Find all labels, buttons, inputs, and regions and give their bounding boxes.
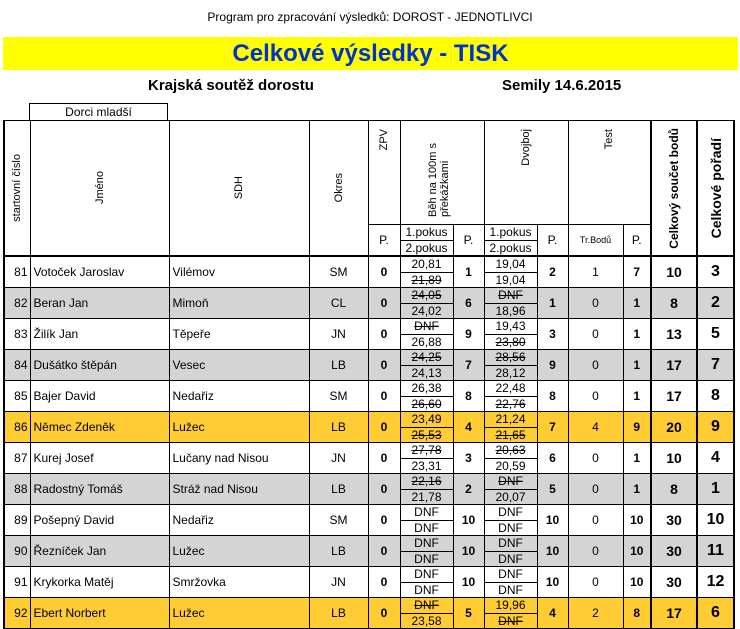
competitor-name: Dušátko štěpán (30, 350, 169, 381)
zpv-points: 0 (368, 256, 400, 288)
run-attempts (400, 474, 453, 505)
run-attempt-2: DNF (414, 582, 439, 597)
start-number: 89 (4, 505, 30, 536)
zpv-points: 0 (368, 536, 400, 567)
col-duo: Dvojboj (484, 121, 568, 225)
place-date: Semily 14.6.2015 (502, 77, 622, 94)
duo-points: 3 (537, 319, 568, 350)
overall-rank: 12 (697, 567, 734, 598)
sdh-name: Mimoň (169, 288, 309, 319)
col-run: Běh na 100m s překážkami (400, 121, 484, 225)
total-points: 17 (651, 350, 697, 381)
total-points: 17 (651, 598, 697, 629)
sdh-name: Lužec (169, 536, 309, 567)
run-points: 10 (453, 567, 484, 598)
test-points: 1 (623, 288, 651, 319)
competitor-name: Pošepný David (30, 505, 169, 536)
run-points: 7 (453, 350, 484, 381)
overall-rank: 4 (697, 443, 734, 474)
okres: LB (309, 598, 368, 629)
test-tr-points: 0 (568, 567, 623, 598)
duo-attempt-1: 28,56 (485, 350, 537, 366)
duo-attempts (484, 598, 537, 629)
start-number: 91 (4, 567, 30, 598)
program-title: Program pro zpracování výsledků: DOROST - JEDNOTLIVCI (207, 10, 533, 24)
total-points: 20 (651, 412, 697, 443)
duo-attempt-2: 20,59 (495, 458, 526, 473)
overall-rank: 2 (697, 288, 734, 319)
duo-attempt-2: 23,80 (495, 334, 526, 349)
test-points: 1 (623, 443, 651, 474)
table-row (4, 288, 734, 319)
table-row (4, 443, 734, 474)
test-tr-points: 0 (568, 350, 623, 381)
duo-points: 10 (537, 567, 568, 598)
duo-attempt-1: 19,43 (485, 319, 537, 335)
run-attempt-2: 21,78 (411, 489, 442, 504)
test-tr-points: 2 (568, 598, 623, 629)
run-attempt-1: 24,05 (401, 288, 453, 304)
sdh-name: Nedařiz (169, 505, 309, 536)
duo-attempt-2: 18,96 (495, 303, 526, 318)
test-points: 10 (623, 505, 651, 536)
duo-attempt-2: 19,04 (495, 272, 526, 287)
run-attempt-2: 21,89 (411, 272, 442, 287)
zpv-points: 0 (368, 474, 400, 505)
run-attempts (400, 536, 453, 567)
zpv-points: 0 (368, 288, 400, 319)
run-attempts (400, 381, 453, 412)
start-number: 87 (4, 443, 30, 474)
duo-points: 1 (537, 288, 568, 319)
col-okres: Okres (309, 121, 368, 257)
sdh-name: Vesec (169, 350, 309, 381)
run-attempts (400, 288, 453, 319)
duo-points: 2 (537, 256, 568, 288)
duo-attempt-1: 20,63 (485, 443, 537, 459)
duo-attempt-1: DNF (485, 288, 537, 304)
run-points: 10 (453, 536, 484, 567)
run-points: 6 (453, 288, 484, 319)
test-tr-points: 0 (568, 536, 623, 567)
overall-rank: 8 (697, 381, 734, 412)
start-number: 83 (4, 319, 30, 350)
duo-attempts (484, 474, 537, 505)
duo-attempt-2: DNF (498, 551, 523, 566)
competitor-name: Bajer David (30, 381, 169, 412)
start-number: 88 (4, 474, 30, 505)
overall-rank: 9 (697, 412, 734, 443)
table-row (4, 567, 734, 598)
run-pokus-header: 1.pokus 2.pokus (400, 225, 453, 257)
zpv-points: 0 (368, 381, 400, 412)
okres: JN (309, 443, 368, 474)
overall-rank: 11 (697, 536, 734, 567)
overall-rank: 1 (697, 474, 734, 505)
test-points: 7 (623, 256, 651, 288)
table-row (4, 505, 734, 536)
duo-attempt-2: DNF (498, 520, 523, 535)
col-start: startovní číslo (4, 121, 30, 257)
competitor-name: Němec Zdeněk (30, 412, 169, 443)
overall-rank: 3 (697, 256, 734, 288)
run-attempt-2: DNF (414, 520, 439, 535)
zpv-points: 0 (368, 443, 400, 474)
run-points: 8 (453, 381, 484, 412)
start-number: 86 (4, 412, 30, 443)
run-attempt-1: DNF (401, 505, 453, 521)
run-attempt-2: 23,31 (411, 458, 442, 473)
start-number: 81 (4, 256, 30, 288)
run-attempt-1: 27,78 (401, 443, 453, 459)
zpv-points: 0 (368, 319, 400, 350)
test-tr-points: 0 (568, 505, 623, 536)
duo-pokus-header: 1.pokus 2.pokus (484, 225, 537, 257)
competitor-name: Řezníček Jan (30, 536, 169, 567)
duo-attempt-2: 22,76 (495, 396, 526, 411)
duo-attempt-2: DNF (498, 613, 523, 628)
okres: LB (309, 536, 368, 567)
test-points: 8 (623, 598, 651, 629)
sdh-name: Těpeře (169, 319, 309, 350)
run-attempt-1: 23,49 (401, 412, 453, 428)
total-points: 10 (651, 443, 697, 474)
duo-p-header: P. (537, 225, 568, 257)
test-p-header: P. (623, 225, 651, 257)
run-attempt-1: 26,38 (401, 381, 453, 397)
duo-points: 9 (537, 350, 568, 381)
run-attempt-1: 24,25 (401, 350, 453, 366)
test-points: 1 (623, 319, 651, 350)
run-attempt-2: 26,60 (411, 396, 442, 411)
duo-attempts (484, 567, 537, 598)
duo-attempts (484, 381, 537, 412)
start-number: 82 (4, 288, 30, 319)
duo-points: 5 (537, 474, 568, 505)
total-points: 30 (651, 567, 697, 598)
okres: SM (309, 256, 368, 288)
duo-attempts (484, 256, 537, 288)
test-points: 1 (623, 381, 651, 412)
zpv-points: 0 (368, 412, 400, 443)
duo-points: 8 (537, 381, 568, 412)
zpv-points: 0 (368, 505, 400, 536)
duo-attempt-2: 28,12 (495, 365, 526, 380)
run-attempts (400, 443, 453, 474)
test-points: 1 (623, 350, 651, 381)
run-attempts (400, 598, 453, 629)
competitor-name: Radostný Tomáš (30, 474, 169, 505)
run-attempt-2: 26,88 (411, 334, 442, 349)
col-sdh: SDH (169, 121, 309, 257)
sdh-name: Stráž nad Nisou (169, 474, 309, 505)
competitor-name: Kurej Josef (30, 443, 169, 474)
duo-attempts (484, 350, 537, 381)
duo-attempts (484, 412, 537, 443)
run-points: 4 (453, 412, 484, 443)
run-attempts (400, 319, 453, 350)
zpv-points: 0 (368, 598, 400, 629)
total-points: 8 (651, 474, 697, 505)
col-test: Test (568, 121, 651, 225)
run-attempt-1: 20,81 (401, 257, 453, 273)
duo-attempt-1: DNF (485, 567, 537, 583)
run-attempt-1: DNF (401, 319, 453, 335)
duo-attempt-1: 19,96 (485, 598, 537, 614)
col-total: Celkový součet bodů (651, 121, 697, 257)
table-row (4, 256, 734, 288)
duo-attempts (484, 536, 537, 567)
test-points: 9 (623, 412, 651, 443)
zpv-points: 0 (368, 350, 400, 381)
overall-rank: 10 (697, 505, 734, 536)
total-points: 30 (651, 505, 697, 536)
okres: LB (309, 474, 368, 505)
zpv-p-header: P. (368, 225, 400, 257)
run-points: 5 (453, 598, 484, 629)
duo-points: 6 (537, 443, 568, 474)
duo-attempt-1: 19,04 (485, 257, 537, 273)
banner-title: Celkové výsledky - TISK (232, 40, 509, 67)
run-attempts (400, 256, 453, 288)
table-row (4, 598, 734, 629)
overall-rank: 6 (697, 598, 734, 629)
sdh-name: Lužec (169, 598, 309, 629)
duo-attempts (484, 505, 537, 536)
table-row (4, 536, 734, 567)
start-number: 90 (4, 536, 30, 567)
competitor-name: Žilík Jan (30, 319, 169, 350)
run-attempt-1: DNF (401, 598, 453, 614)
test-tr-points: 0 (568, 381, 623, 412)
competitor-name: Votoček Jaroslav (30, 256, 169, 288)
run-points: 3 (453, 443, 484, 474)
sdh-name: Vilémov (169, 256, 309, 288)
run-attempt-2: 23,58 (411, 613, 442, 628)
duo-attempt-2: 20,07 (495, 489, 526, 504)
run-attempt-1: DNF (401, 567, 453, 583)
duo-attempt-1: DNF (485, 474, 537, 490)
test-trbodu-header: Tr.Bodů (568, 225, 623, 257)
run-attempt-1: DNF (401, 536, 453, 552)
run-attempts (400, 350, 453, 381)
test-tr-points: 0 (568, 319, 623, 350)
run-points: 9 (453, 319, 484, 350)
start-number: 84 (4, 350, 30, 381)
total-points: 13 (651, 319, 697, 350)
duo-attempt-1: 22,48 (485, 381, 537, 397)
run-attempt-2: 24,02 (411, 303, 442, 318)
col-zpv: ZPV (368, 121, 400, 225)
test-points: 10 (623, 567, 651, 598)
duo-attempts (484, 319, 537, 350)
okres: JN (309, 567, 368, 598)
total-points: 8 (651, 288, 697, 319)
col-name: Jméno (30, 121, 169, 257)
competitor-name: Ebert Norbert (30, 598, 169, 629)
run-attempts (400, 412, 453, 443)
duo-attempt-2: DNF (498, 582, 523, 597)
duo-attempt-2: 21,65 (495, 427, 526, 442)
competitor-name: Krykorka Matěj (30, 567, 169, 598)
run-attempt-2: 25,53 (411, 427, 442, 442)
overall-rank: 7 (697, 350, 734, 381)
okres: CL (309, 288, 368, 319)
results-table (3, 120, 735, 629)
overall-rank: 5 (697, 319, 734, 350)
run-points: 2 (453, 474, 484, 505)
run-attempt-1: 22,16 (401, 474, 453, 490)
category-label: Dorci mladší (29, 103, 168, 120)
start-number: 85 (4, 381, 30, 412)
run-points: 1 (453, 256, 484, 288)
test-tr-points: 1 (568, 256, 623, 288)
table-row (4, 474, 734, 505)
sdh-name: Lučany nad Nisou (169, 443, 309, 474)
duo-points: 7 (537, 412, 568, 443)
sdh-name: Smržovka (169, 567, 309, 598)
run-attempts (400, 505, 453, 536)
test-tr-points: 0 (568, 474, 623, 505)
run-p-header: P. (453, 225, 484, 257)
test-points: 1 (623, 474, 651, 505)
test-points: 10 (623, 536, 651, 567)
table-row (4, 412, 734, 443)
duo-attempts (484, 443, 537, 474)
table-row (4, 381, 734, 412)
duo-attempts (484, 288, 537, 319)
start-number: 92 (4, 598, 30, 629)
table-row (4, 350, 734, 381)
table-row (4, 319, 734, 350)
duo-points: 10 (537, 536, 568, 567)
total-points: 10 (651, 256, 697, 288)
duo-attempt-1: DNF (485, 505, 537, 521)
test-tr-points: 4 (568, 412, 623, 443)
test-tr-points: 0 (568, 288, 623, 319)
okres: SM (309, 505, 368, 536)
sdh-name: Lužec (169, 412, 309, 443)
test-tr-points: 0 (568, 443, 623, 474)
duo-points: 10 (537, 505, 568, 536)
run-points: 10 (453, 505, 484, 536)
col-rank: Celkové pořadí (697, 121, 734, 257)
run-attempt-2: 24,13 (411, 365, 442, 380)
zpv-points: 0 (368, 567, 400, 598)
banner (3, 37, 738, 70)
duo-attempt-1: 21,24 (485, 412, 537, 428)
competitor-name: Beran Jan (30, 288, 169, 319)
run-attempts (400, 567, 453, 598)
competition-name: Krajská soutěž dorostu (148, 77, 314, 94)
okres: LB (309, 412, 368, 443)
sdh-name: Nedařiz (169, 381, 309, 412)
okres: LB (309, 350, 368, 381)
duo-points: 4 (537, 598, 568, 629)
okres: JN (309, 319, 368, 350)
okres: SM (309, 381, 368, 412)
total-points: 30 (651, 536, 697, 567)
run-attempt-2: DNF (414, 551, 439, 566)
total-points: 17 (651, 381, 697, 412)
duo-attempt-1: DNF (485, 536, 537, 552)
